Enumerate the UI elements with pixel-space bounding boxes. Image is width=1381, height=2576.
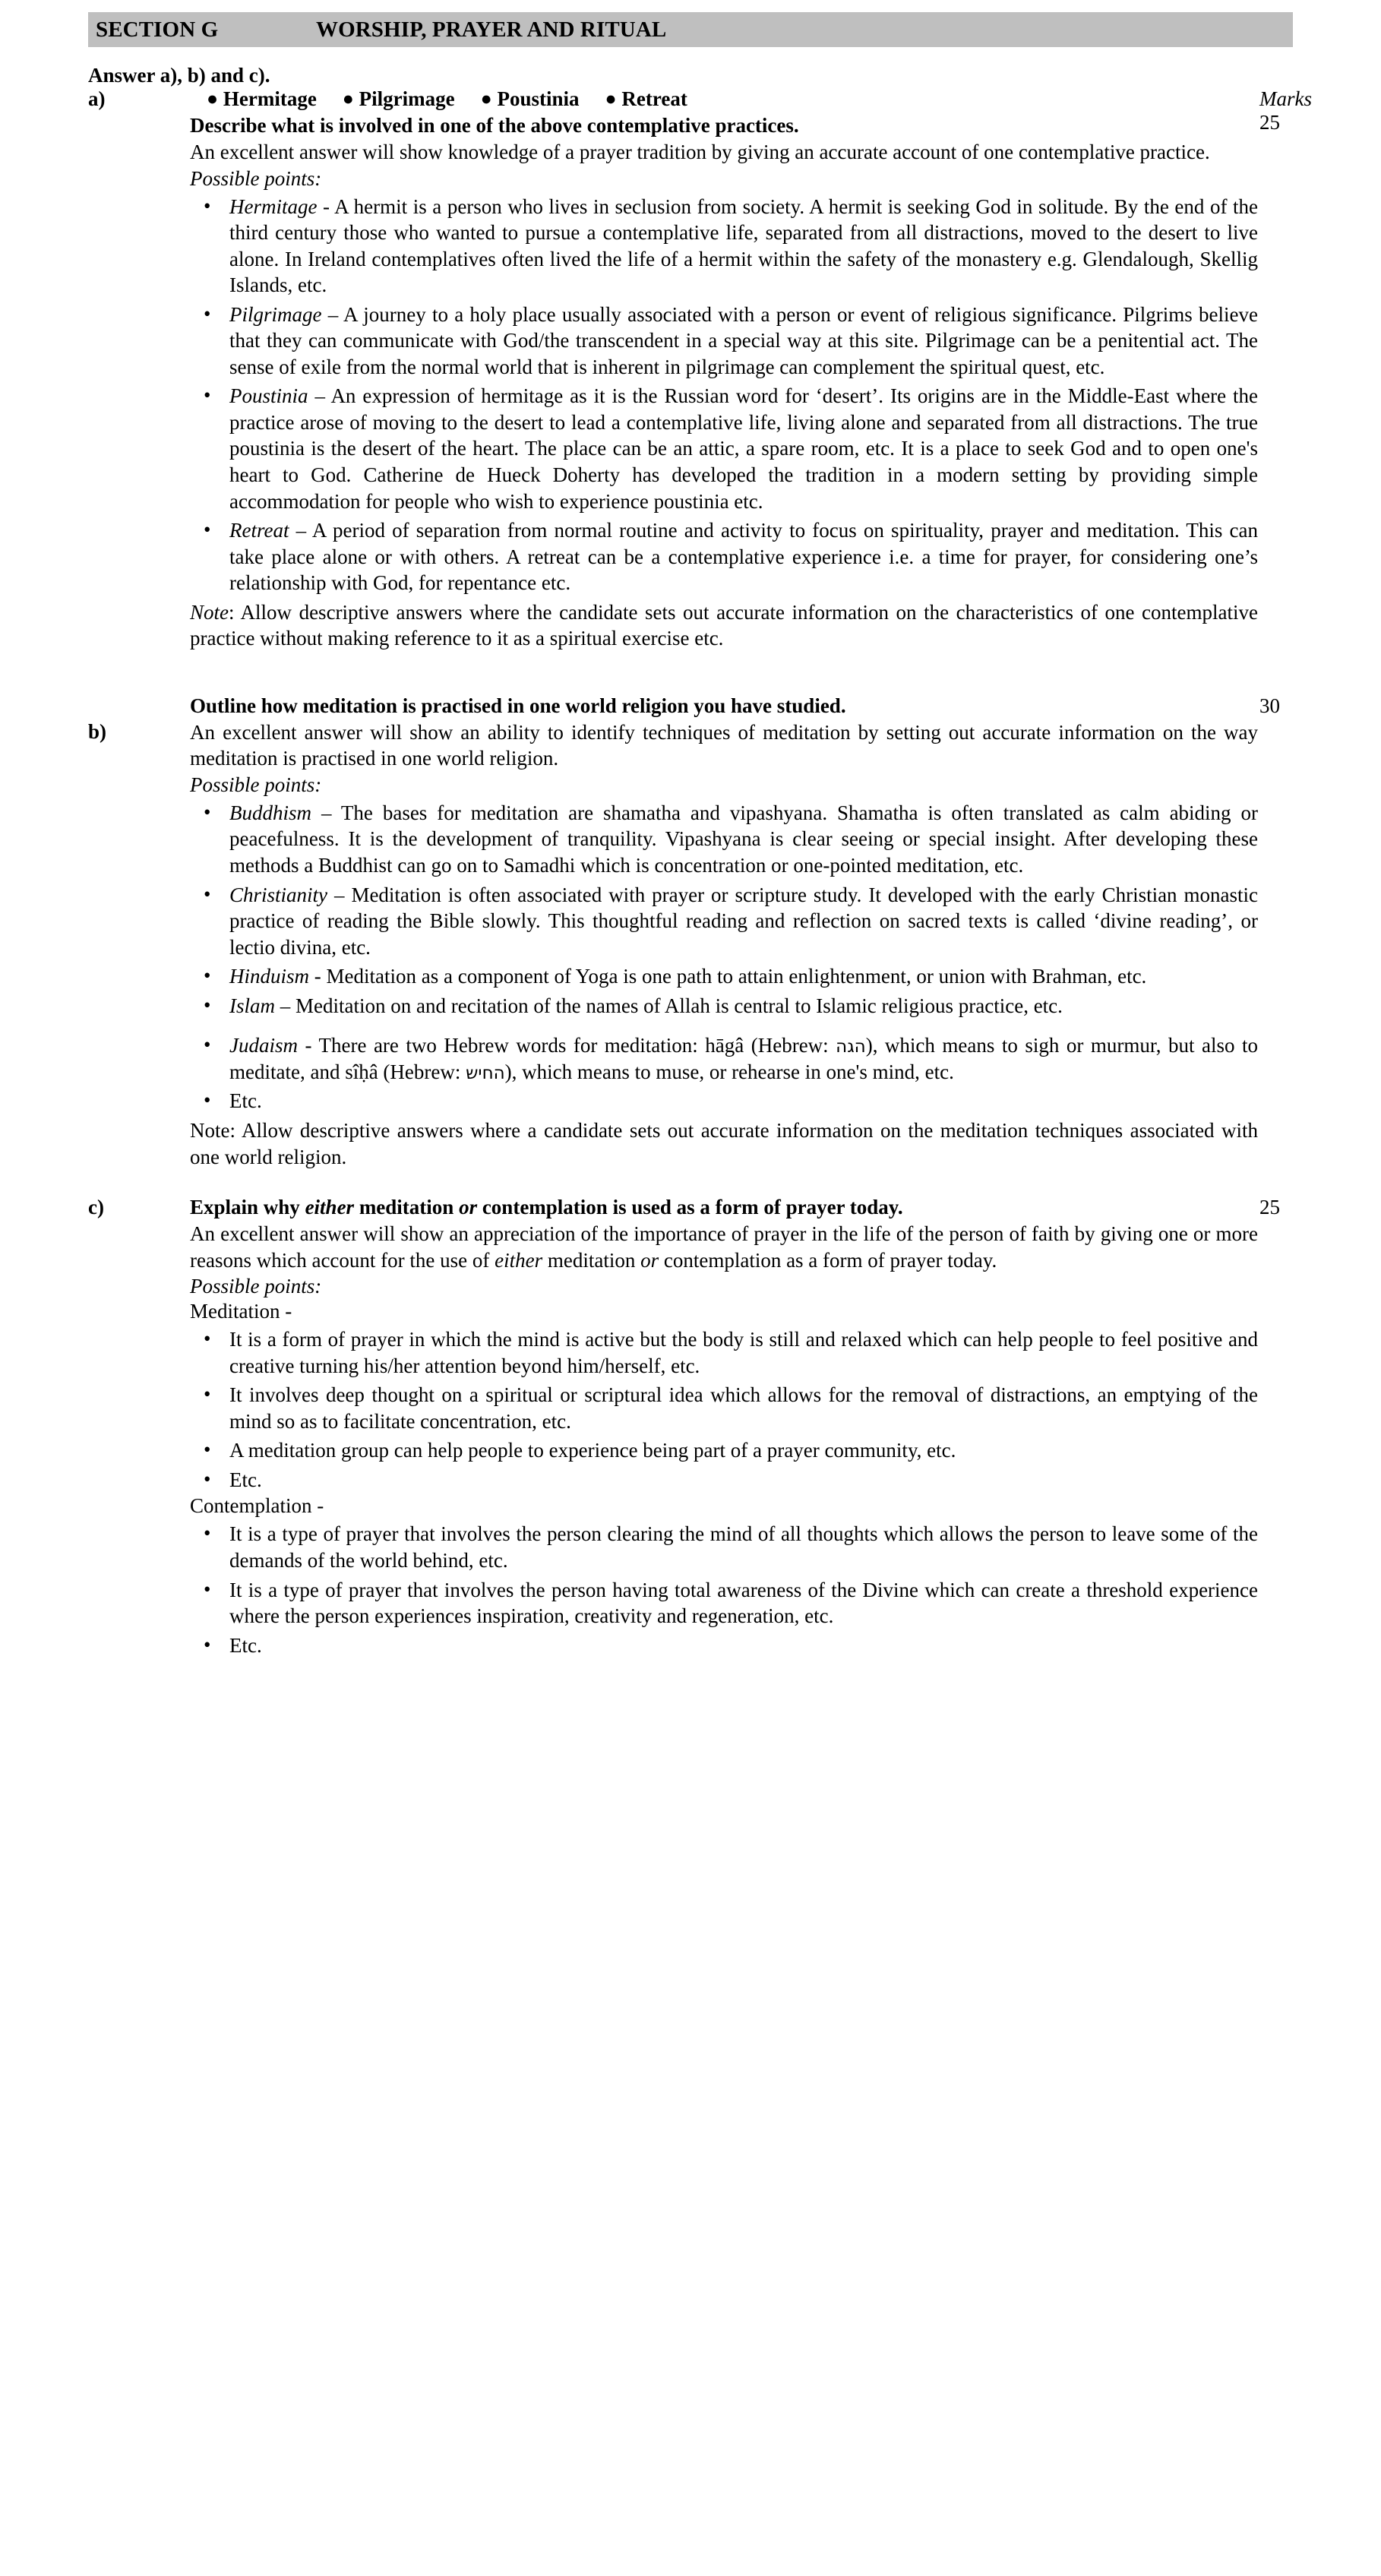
part-b-possible-points-label: Possible points: [190,773,322,796]
note-label: Note: [190,1118,235,1142]
part-a-possible-points-label: Possible points: [190,166,322,190]
judaism-text-part-1: There are two Hebrew words for meditation: hāgâ (Hebrew: [318,1034,836,1057]
answer-instruction: Answer a), b) and c). [88,64,270,87]
point-term: Judaism [229,1034,298,1057]
section-title: WORSHIP, PRAYER AND RITUAL [316,17,667,42]
list-item: • A meditation group can help people to experience being part of a prayer community, etc. [190,1437,1258,1464]
q-pre: Explain why [190,1196,305,1219]
q-em-either: either [305,1196,355,1219]
exc-mid: meditation [542,1248,641,1272]
exc-pre: An excellent answer will show an appreciation of the importance of prayer in the life of the person of faith by giving one or more reasons which account for the use of [190,1222,1258,1272]
point-dash: – [321,302,343,326]
list-item [190,993,1258,1019]
point-term: Hermitage [229,194,318,218]
part-c-excellent-answer [190,1221,1258,1273]
point-dash: – [311,801,341,824]
bullet-dot-icon: ● [480,89,492,109]
part-b-judaism-list [190,1032,1258,1114]
list-item: • It is a type of prayer that involves the person clearing the mind of all thoughts which allows the person to leave some of the demands of the world behind, etc. [190,1521,1258,1573]
option-label: Retreat [621,87,687,110]
part-a-marks: 25 [1259,111,1280,134]
point-dash: - [298,1034,319,1057]
point-dash: – [275,994,295,1017]
option-label: Poustinia [497,87,580,110]
point-dash: – [327,883,352,906]
note-label: Note [190,600,229,624]
part-b-excellent-answer: An excellent answer will show an ability to identify techniques of meditation by setting out accurate information on the way meditation is practised in one world religion. [190,720,1258,770]
part-b-points-list [190,800,1258,1019]
point-text: A hermit is a person who lives in seclusion from society. A hermit is seeking God in solitude. By the end of the third century those who wanted to pursue a contemplative life, separated from all distractions, moved to the desert to live alone. In Ireland contemplatives often lived the life of a hermit within the safety of the monastery e.g. Glendalough, Skellig Islands, etc. [229,194,1258,297]
option-pilgrimage [343,87,455,111]
list-item: • It is a form of prayer in which the mind is active but the body is still and relaxed which can help people to feel positive and creative turning his/her attention beyond him/herself, etc. [190,1326,1258,1379]
point-dash: – [308,384,331,408]
hebrew-word-hagah: הגה [836,1037,866,1057]
part-c-label: c) [88,1196,104,1219]
list-item: • It is a type of prayer that involves the person having total awareness of the Divine which can create a threshold experience where the person experiences inspiration, creativity and regeneration, etc. [190,1577,1258,1629]
point-term: Pilgrimage [229,302,322,326]
part-c-marks: 25 [1259,1196,1280,1219]
list-item: • It involves deep thought on a spiritual or scriptural idea which allows for the removal of distractions, an emptying of the mind so as to facilitate concentration, etc. [190,1382,1258,1434]
point-term: Islam [229,994,275,1017]
point-text: An expression of hermitage as it is the Russian word for ‘desert’. Its origins are in the Middle-East where the practice arose of moving to the desert to lead a contemplative life, living alone and separated from all distractions. The true poustinia is the desert of the heart. The place can be an attic, a spare room, etc. It is a place to seek God and to open one's heart to God. Catherine de Hueck Doherty has developed the tradition in a modern setting by providing simple accommodation for people who wish to experience poustinia etc. [229,384,1258,513]
point-term: Christianity [229,883,328,906]
q-mid: meditation [354,1196,460,1219]
option-retreat [605,87,687,111]
list-item-etc: • Etc. [190,1088,1258,1114]
question-part-c [0,1196,1381,1658]
part-b-note [190,1117,1258,1170]
list-item [190,963,1258,990]
point-term: Buddhism [229,801,311,824]
list-item [190,383,1258,514]
marks-column-c [1259,1196,1351,1219]
section-header-band [88,12,1293,47]
q-post: contemplation is used as a form of prayer today. [477,1196,903,1219]
exc-post: contemplation as a form of prayer today. [659,1248,997,1272]
part-c-meditation-points [190,1326,1258,1493]
option-label: Hermitage [223,87,317,110]
list-item: • Etc. [190,1633,1258,1659]
question-part-b [0,694,1381,1170]
point-text: Meditation is often associated with prayer or scripture study. It developed with the early Christian monastic practice of reading the Bible slowly. This thoughtful reading and reflection on sacred texts is called ‘divine reading’, or lectio divina, etc. [229,883,1258,959]
q-em-or: or [459,1196,478,1219]
point-dash: - [309,965,327,988]
marks-column-a [1259,87,1351,134]
point-text: A period of separation from normal routine and activity to focus on spirituality, prayer and meditation. This can take place alone or with others. A retreat can be a contemplative experience i.e. a time for prayer, for considering one’s relationship with God, for repentance etc. [229,519,1258,595]
meditation-subheading: Meditation - [190,1300,292,1323]
part-a-excellent-answer: An excellent answer will show knowledge of a prayer tradition by giving an accurate account of one contemplative practice. [190,141,1210,163]
exc-em-either: either [495,1248,543,1272]
point-text: Meditation as a component of Yoga is one path to attain enlightenment, or union with Brahman, etc. [326,965,1147,988]
section-code: SECTION G [96,17,219,42]
note-text: Allow descriptive answers where a candidate sets out accurate information on the meditation techniques associated with one world religion. [190,1118,1258,1168]
part-c-question [190,1196,1258,1219]
part-a-label: a) [88,87,106,110]
part-b-label: b) [88,719,107,743]
note-text: : Allow descriptive answers where the candidate sets out accurate information on the characteristics of one contemplative practice without making reference to it as a spiritual exercise etc. [190,600,1258,650]
bullet-dot-icon: ● [342,89,354,109]
list-item [190,800,1258,879]
judaism-text-part-2: ), which means to sigh or murmur, but also to meditate, and sîḥâ (Hebrew: [229,1034,1258,1083]
marks-heading: Marks [1259,87,1312,110]
list-item [190,302,1258,381]
point-term: Hinduism [229,965,310,988]
judaism-text-part-3: ), which means to muse, or rehearse in one's mind, etc. [504,1060,954,1083]
exc-em-or: or [640,1248,659,1272]
point-dash: - [317,194,335,218]
list-item-judaism [190,1032,1258,1085]
part-a-question: Describe what is involved in one of the above contemplative practices. [190,114,799,137]
part-c-possible-points-label: Possible points: [190,1275,322,1298]
question-part-a [0,87,1381,652]
marks-column-b [1259,694,1351,718]
option-label: Pilgrimage [359,87,455,110]
point-dash: – [289,519,312,542]
point-term: Poustinia [229,384,308,408]
point-text: The bases for meditation are shamatha and vipashyana. Shamatha is often translated as calm abiding or peacefulness. It is the development of tranquility. Vipashyana is clear seeing or special insight. After developing these methods a Buddhist can go on to Samadhi which is concentration or one-pointed meditation, etc. [229,801,1258,877]
hebrew-word-siha: החיש [466,1063,505,1083]
part-b-question: Outline how meditation is practised in one world religion you have studied. [190,694,846,717]
spacer [190,1019,1258,1029]
part-a-points-list [190,194,1258,596]
list-item [190,517,1258,596]
list-item: • Etc. [190,1467,1258,1493]
point-text: Meditation on and recitation of the names of Allah is central to Islamic religious practice, etc. [295,994,1063,1017]
part-a-note [190,599,1258,652]
bullet-dot-icon: ● [605,89,617,109]
part-b-marks: 30 [1259,694,1280,717]
list-item [190,882,1258,961]
option-poustinia [481,87,580,111]
list-item [190,194,1258,299]
point-term: Retreat [229,519,289,542]
spacer [0,652,1381,691]
part-c-contemplation-points [190,1521,1258,1658]
point-text: A journey to a holy place usually associated with a person or event of religious significance. Pilgrims believe that they can communicate with God/the transcendent in a special way at this site. Pilgrimage can be a penitential act. The sense of exile from the normal world that is inherent in pilgrimage can complement the spiritual quest, etc. [229,302,1258,378]
option-hermitage [207,87,317,111]
spacer [0,1170,1381,1193]
part-a-options [207,87,1258,111]
contemplation-subheading: Contemplation - [190,1494,324,1518]
bullet-dot-icon: ● [207,89,219,109]
